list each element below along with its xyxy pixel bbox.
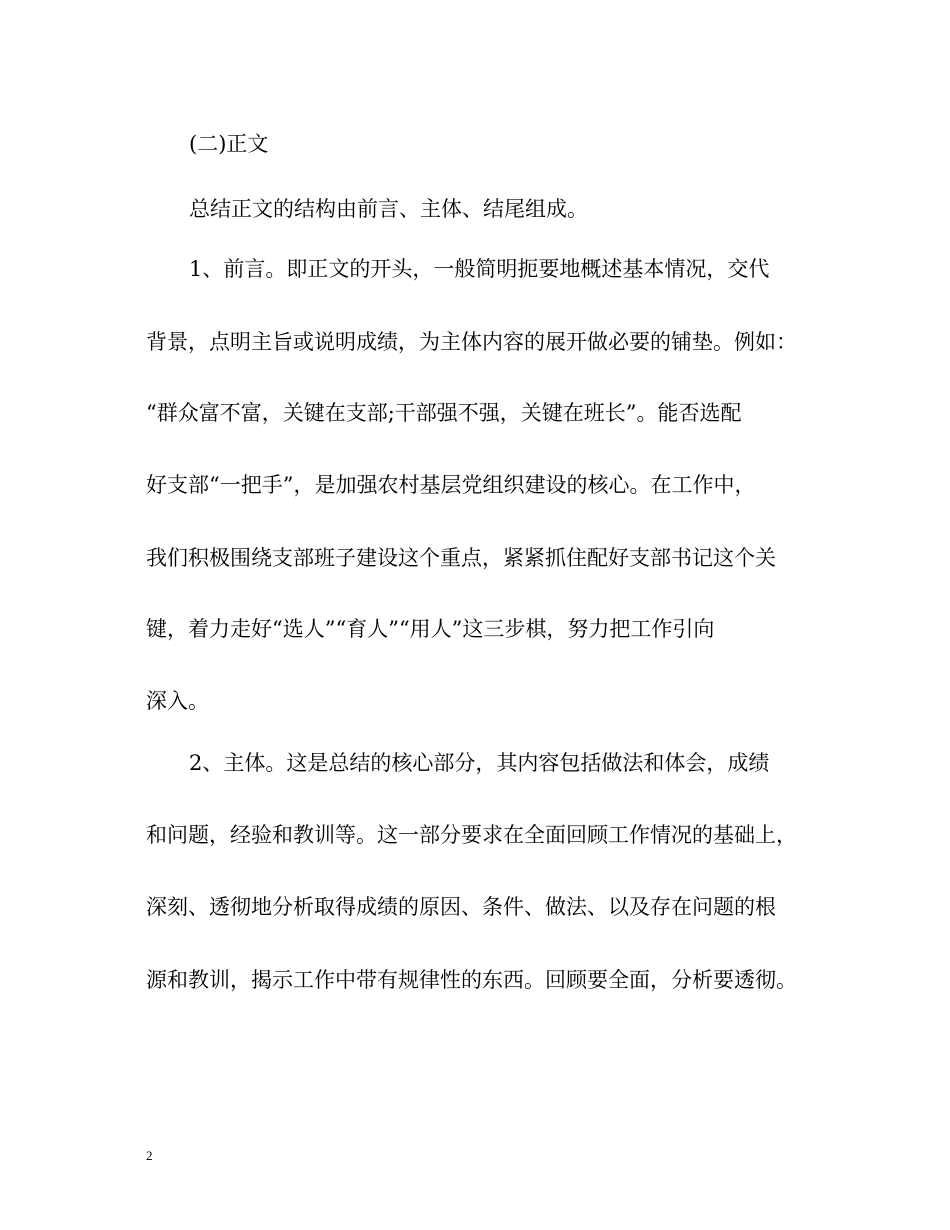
paragraph-line: 深刻、透彻地分析取得成绩的原因、条件、做法、以及存在问题的根 — [146, 895, 776, 919]
paragraph-line: 我们积极围绕支部班子建设这个重点，紧紧抓住配好支部书记这个关 — [146, 546, 776, 570]
paragraph-line: 总结正文的结构由前言、主体、结尾组成。 — [189, 197, 588, 221]
section-heading: (二)正文 — [189, 132, 269, 156]
paragraph-line: “群众富不富，关键在支部;干部强不强，关键在班长”。能否选配 — [146, 401, 742, 425]
paragraph-line: 背景，点明主旨或说明成绩，为主体内容的展开做必要的铺垫。例如： — [146, 330, 797, 354]
page-number: 2 — [146, 1148, 153, 1163]
paragraph-line: 深入。 — [146, 689, 209, 713]
paragraph-line: 和问题，经验和教训等。这一部分要求在全面回顾工作情况的基础上， — [146, 823, 797, 847]
paragraph-line: 1、前言。即正文的开头，一般简明扼要地概述基本情况，交代 — [189, 257, 770, 281]
paragraph-line: 2、主体。这是总结的核心部分，其内容包括做法和体会，成绩 — [189, 751, 770, 775]
paragraph-line: 源和教训，揭示工作中带有规律性的东西。回顾要全面，分析要透彻。 — [146, 968, 797, 992]
paragraph-line: 键，着力走好“选人”“育人”“用人”这三步棋，努力把工作引向 — [146, 617, 715, 641]
paragraph-line: 好支部“一把手”，是加强农村基层党组织建设的核心。在工作中， — [146, 473, 756, 497]
